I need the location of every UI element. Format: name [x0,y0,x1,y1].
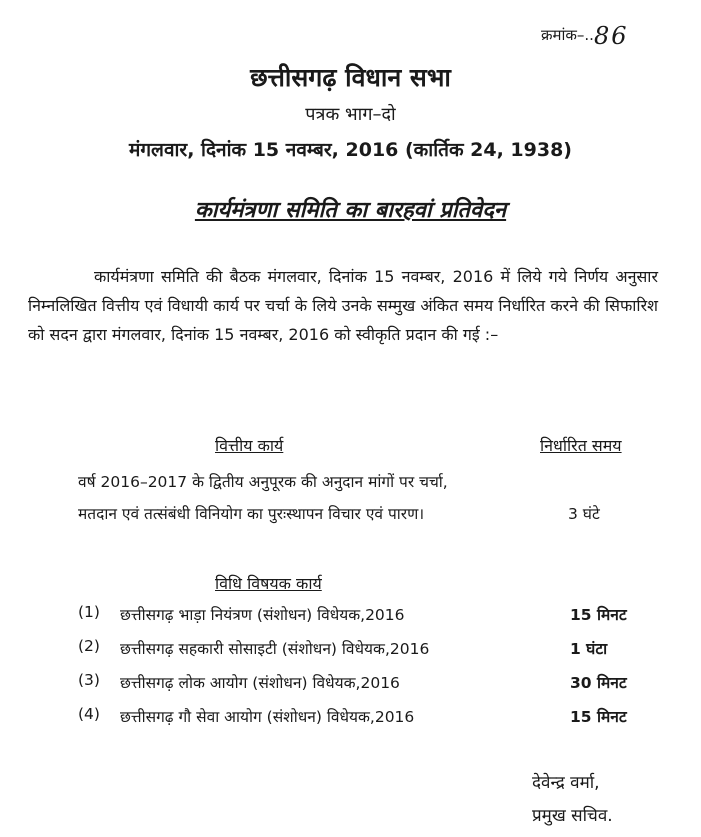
bill-number: (1) [78,603,100,621]
bill-name: छत्तीसगढ़ गौ सेवा आयोग (संशोधन) विधेयक,2016 [120,708,415,726]
bill-name: छत्तीसगढ़ भाड़ा नियंत्रण (संशोधन) विधेयक,2016 [120,606,405,624]
bill-time: 1 घंटा [570,640,608,658]
bill-name: छत्तीसगढ़ सहकारी सोसाइटी (संशोधन) विधेयक,2016 [120,640,430,658]
time-heading: निर्धारित समय [540,436,622,455]
bulletin-part: पत्रक भाग–दो [305,104,396,125]
assembly-title: छत्तीसगढ़ विधान सभा [250,63,451,92]
serial-handwritten-number: 86 [593,22,629,50]
bill-number: (3) [78,671,100,689]
signatory-name: देवेन्द्र वर्मा, [532,773,600,793]
intro-paragraph [28,262,658,349]
serial-label: क्रमांक–.. [541,26,594,44]
bill-time: 15 मिनट [570,606,627,624]
financial-time: 3 घंटे [568,505,600,523]
financial-line-2: मतदान एवं तत्संबंधी विनियोग का पुरःस्थापन विचार एवं पारण। [78,505,425,523]
bill-number: (2) [78,637,100,655]
bill-time: 30 मिनट [570,674,627,692]
signatory-designation: प्रमुख सचिव. [532,806,613,826]
intro-text: कार्यमंत्रणा समिति की बैठक मंगलवार, दिनांक 15 नवम्बर, 2016 में लिये गये निर्णय अनुसार निम्नलिखित वित्तीय एवं विधायी कार्य पर चर्चा के लिये उनके सम्मुख अंकित समय निर्धारित करने की सिफारिश को सदन द्वारा मंगलवार, दिनांक 15 नवम्बर, 2016 को स्वीकृति प्रदान की गई :– [28,267,658,344]
serial-number [541,18,629,50]
bill-name: छत्तीसगढ़ लोक आयोग (संशोधन) विधेयक,2016 [120,674,400,692]
report-title: कार्यमंत्रणा समिति का बारहवां प्रतिवेदन [194,198,507,223]
financial-heading: वित्तीय कार्य [215,436,284,455]
financial-line-1: वर्ष 2016–2017 के द्वितीय अनुपूरक की अनुदान मांगों पर चर्चा, [78,473,448,491]
legislative-heading: विधि विषयक कार्य [215,574,322,593]
bill-number: (4) [78,705,100,723]
date-line: मंगलवार, दिनांक 15 नवम्बर, 2016 (कार्तिक 24, 1938) [129,139,572,161]
bill-time: 15 मिनट [570,708,627,726]
